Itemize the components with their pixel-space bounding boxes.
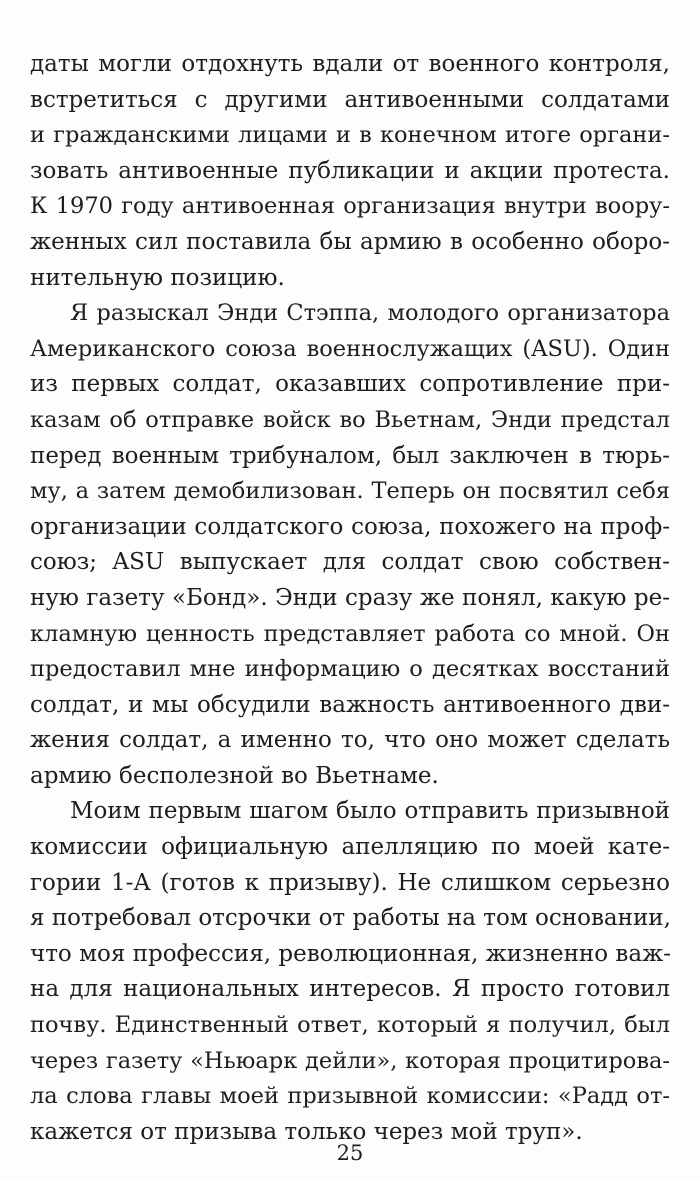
paragraph (30, 296, 670, 794)
text-line: организации солдатского союза, похожего на проф- (30, 513, 670, 540)
text-line: жения солдат, а именно то, что оно может сделать (30, 727, 670, 754)
text-line: ную газету «Бонд». Энди сразу же понял, какую ре- (30, 584, 670, 611)
text-line: встретиться с другими антивоенными солдатами (30, 86, 670, 113)
text-line: кламную ценность представляет работа со мной. Он (30, 620, 670, 647)
text-line: кажется от призыва только через мой труп». (30, 1118, 583, 1145)
text-line: комиссии официальную апелляцию по моей кате- (30, 834, 670, 861)
text-line: предоставил мне информацию о десятках восстаний (30, 656, 670, 683)
text-line: нительную позицию. (30, 264, 285, 291)
text-line: через газету «Ньюарк дейли», которая процитирова- (30, 1047, 670, 1074)
text-line: что моя профессия, революционная, жизненно важ- (30, 940, 672, 967)
text-line: на для национальных интересов. Я просто готовил (30, 976, 670, 1003)
paragraph (30, 794, 670, 1150)
text-line: я потребовал отсрочки от работы на том основании, (30, 905, 671, 932)
text-line: солдат, и мы обсудили важность антивоенного дви- (30, 691, 670, 718)
text-line: му, а затем демобилизован. Теперь он посвятил себя (30, 478, 670, 505)
text-line: Моим первым шагом было отправить призывной (70, 798, 670, 825)
text-line: из первых солдат, оказавших сопротивление при- (30, 371, 670, 398)
text-line: казам об отправке войск во Вьетнам, Энди предстал (30, 406, 670, 433)
text-line: почву. Единственный ответ, который я получил, был (30, 1012, 670, 1039)
page-number: 25 (336, 1141, 364, 1165)
text-line: женных сил поставила бы армию в особенно оборо- (30, 228, 670, 255)
text-line: и гражданскими лицами и в конечном итоге органи- (30, 122, 670, 149)
text-line: перед военным трибуналом, был заключен в тюрь- (30, 442, 670, 469)
body-text (30, 47, 670, 1150)
text-line: К 1970 году антивоенная организация внутри воору- (30, 193, 670, 220)
text-line: армию бесполезной во Вьетнаме. (30, 762, 439, 789)
text-line: зовать антивоенные публикации и акции протеста. (30, 157, 670, 184)
text-line: даты могли отдохнуть вдали от военного контроля, (30, 51, 670, 77)
paragraph (30, 47, 670, 296)
text-line: гории 1-А (готов к призыву). Не слишком серьезно (30, 869, 670, 896)
text-line: союз; ASU выпускает для солдат свою собствен- (30, 549, 670, 576)
text-line: Американского союза военнослужащих (ASU). Один (30, 335, 670, 362)
text-line: Я разыскал Энди Стэппа, молодого организатора (70, 300, 670, 327)
text-line: ла слова главы моей призывной комиссии: «Радд от- (30, 1083, 670, 1110)
